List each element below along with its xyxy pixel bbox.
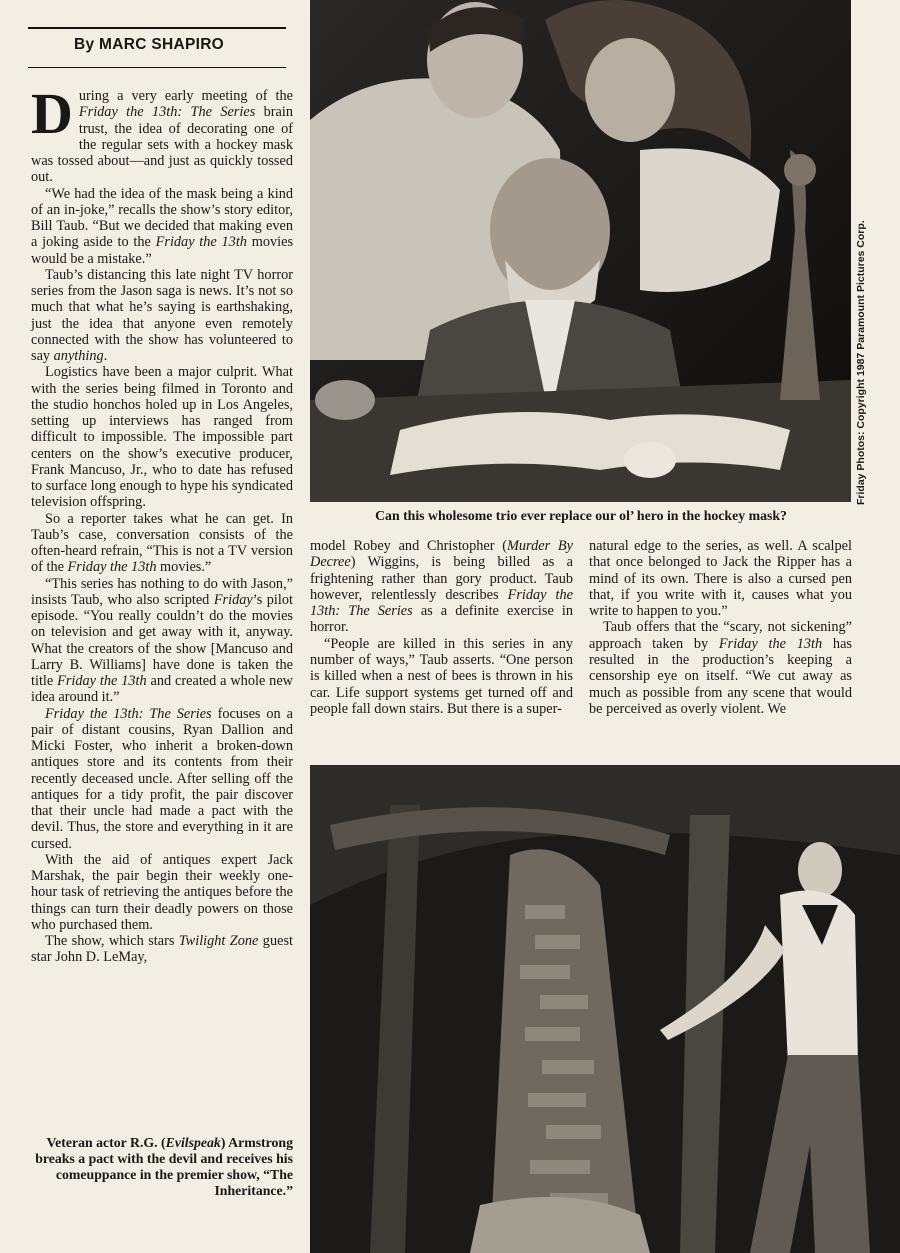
article-paragraph: Taub offers that the “scary, not sickening” approach taken by Friday the 13th has resulted in the production’s keeping a censorship eye on itself. “We cut away as much as possible from any scene that would be perceived as overly violent. We (589, 619, 852, 717)
article-paragraph: Logistics have been a major culprit. What with the series being filmed in Toronto and the studio honchos holed up in Los Angeles, setting up interviews has ranged from difficult to impossible. The impossible part centers on the show’s executive producer, Frank Mancuso, Jr., who to date has refused to surface long enough to hype his syndicated television offspring. (31, 364, 293, 511)
cast-trio-photo (310, 0, 851, 502)
article-paragraph: Taub’s distancing this late night TV horror series from the Jason saga is news. It’s not so much that what he’s saying is earthshaking, just the idea that anyone even remotely connected with the show has volunteered to say anything. (31, 266, 293, 364)
byline-top-rule (28, 27, 286, 29)
article-column-2 (310, 538, 573, 717)
article-paragraph: natural edge to the series, as well. A scalpel that once belonged to Jack the Ripper has a mind of its own. There is also a cursed pen that, if you write with it, causes what you write to happen to you.” (589, 538, 852, 620)
article-paragraph: During a very early meeting of the Friday the 13th: The Series brain trust, the idea of decorating one of the regular sets with a hockey mask was tossed about—and just as quickly tossed out. (31, 81, 293, 186)
drop-cap: D (31, 81, 73, 146)
article-column-3 (589, 538, 852, 717)
article-paragraph: With the aid of antiques expert Jack Marshak, the pair begin their weekly one-hour task of retrieving the antiques before the things can turn their deadly powers on those who purchased them. (31, 851, 293, 933)
photo-credit: Friday Photos: Copyright 1987 Paramount Pictures Corp. (855, 220, 867, 505)
top-photo-caption: Can this wholesome trio ever replace our ol’ hero in the hockey mask? (375, 508, 787, 523)
article-paragraph: “We had the idea of the mask being a kind of an in-joke,” recalls the show’s story editor, Bill Taub. “But we decided that making even a joking aside to the Friday the 13th movies would be a mistake.” (31, 185, 294, 267)
byline-bottom-rule (28, 67, 286, 68)
article-column-1 (31, 81, 294, 966)
article-paragraph: “This series has nothing to do with Jason,” insists Taub, who also scripted Friday’s pilot episode. “You really couldn’t do the movies on television and get away with it, anyway. What the creators of the show [Mancuso and Larry B. Williams] have done is taken the title Friday the 13th and created a whole new idea around it.” (31, 575, 293, 706)
inheritance-episode-photo (310, 765, 900, 1253)
byline: By MARC SHAPIRO (74, 36, 225, 53)
article-paragraph: So a reporter takes what he can get. In Taub’s case, conversation consists of the often-heard refrain, “This is not a TV version of the Friday the 13th movies.” (31, 510, 293, 576)
article-paragraph: Friday the 13th: The Series focuses on a pair of distant cousins, Ryan Dallion and Micki Foster, who inherit a broken-down antiques store and its contents from their recently deceased uncle. After selling off the antiques for a tidy profit, the pair discover that their uncle had made a pact with the devil. Thus, the store and everything in it are cursed. (31, 705, 293, 852)
article-paragraph: The show, which stars Twilight Zone guest star John D. LeMay, (31, 933, 293, 966)
bottom-photo-caption: Veteran actor R.G. (Evilspeak) Armstrong breaks a pact with the devil and receives his comeuppance in the premier show, “The Inheritance.” (35, 1135, 293, 1198)
article-paragraph: model Robey and Christopher (Murder By Decree) Wiggins, is being billed as a frightening rather than gory product. Taub however, relentlessly describes Friday the 13th: The Series as a definite exercise in horror. (310, 538, 573, 636)
article-paragraph: “People are killed in this series in any number of ways,” Taub asserts. “One person is killed when a nest of bees is thrown in his car. Life support systems get turned off and people fall down stairs. But there is a super- (310, 635, 573, 717)
